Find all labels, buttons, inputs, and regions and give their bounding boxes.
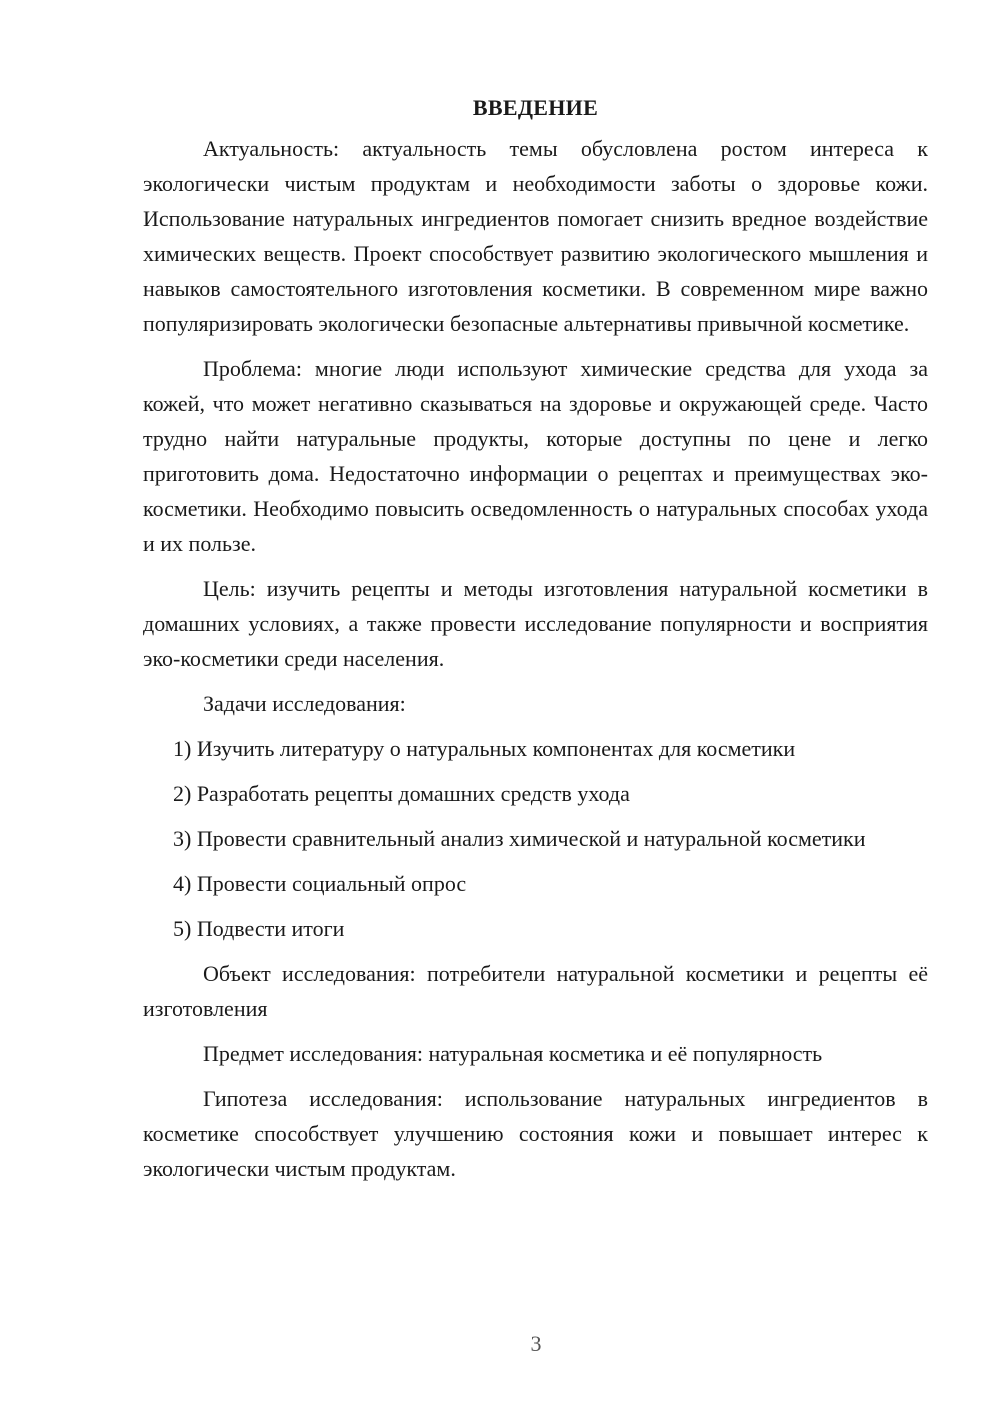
tasks-list [143, 731, 928, 946]
list-item: 4) Провести социальный опрос [173, 871, 467, 896]
list-item: 1) Изучить литературу о натуральных компонентах для косметики [173, 736, 796, 761]
paragraph-goal: Цель: изучить рецепты и методы изготовления натуральной косметики в домашних условиях, а также провести исследование популярности и восприятия эко-косметики среди населения. [143, 576, 928, 671]
paragraph-subject: Предмет исследования: натуральная косметика и её популярность [203, 1041, 823, 1066]
list-item: 3) Провести сравнительный анализ химической и натуральной косметики [173, 826, 866, 851]
list-item: 5) Подвести итоги [173, 916, 345, 941]
paragraph-object: Объект исследования: потребители натуральной косметики и рецепты её изготовления [143, 961, 928, 1021]
tasks-heading: Задачи исследования: [203, 691, 406, 716]
paragraph-relevance: Актуальность: актуальность темы обусловлена ростом интереса к экологически чистым продуктам и необходимости заботы о здоровье кожи. Использование натуральных ингредиентов помогает снизить вредное воздействие химических веществ. Проект способствует развитию экологического мышления и навыков самостоятельного изготовления косметики. В современном мире важно популяризировать экологически безопасные альтернативы привычной косметике. [143, 136, 928, 336]
page-title: ВВЕДЕНИЕ [472, 95, 599, 120]
page-number: 3 [530, 1331, 542, 1356]
list-item: 2) Разработать рецепты домашних средств ухода [173, 781, 630, 806]
paragraph-hypothesis: Гипотеза исследования: использование натуральных ингредиентов в косметике способствует улучшению состояния кожи и повышает интерес к экологически чистым продуктам. [143, 1086, 928, 1181]
paragraph-problem: Проблема: многие люди используют химические средства для ухода за кожей, что может негативно сказываться на здоровье и окружающей среде. Часто трудно найти натуральные продукты, которые доступны по цене и легко приготовить дома. Недостаточно информации о рецептах и преимуществах эко-косметики. Необходимо повысить осведомленность о натуральных способах ухода и их пользе. [143, 356, 928, 556]
document-page [143, 90, 928, 1196]
